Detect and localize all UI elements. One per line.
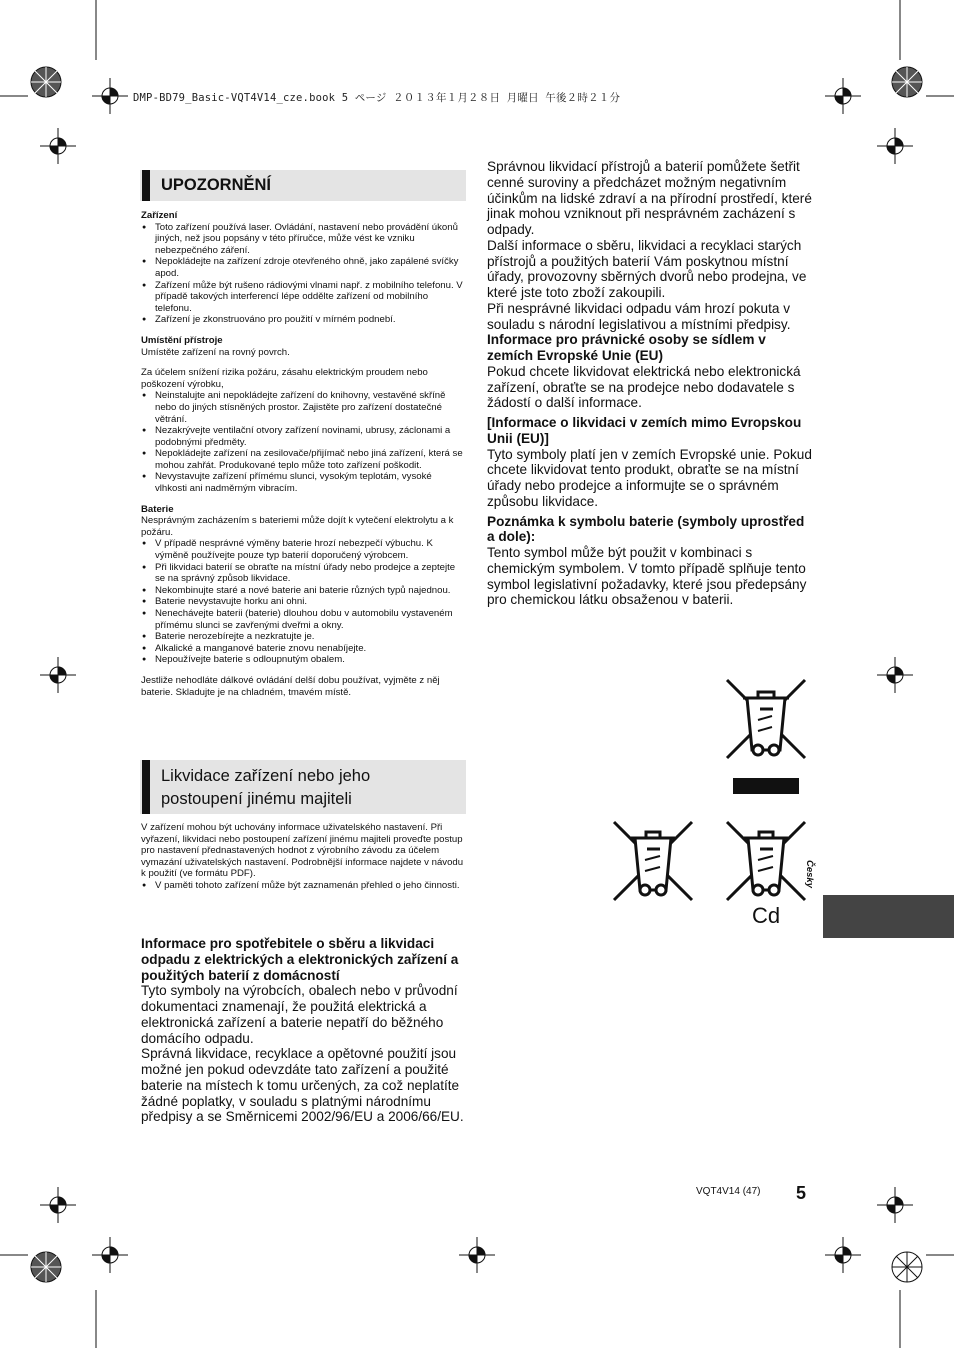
paragraph: Při nesprávné likvidaci odpadu vám hrozí pokuta v souladu s národní legislativou a místními předpisy.: [487, 300, 791, 332]
list-item: ● Nenechávejte baterii (baterie) dlouhou dobu v automobilu vystaveném přímému slunci se zavřenými dveřmi a okny.: [141, 608, 466, 631]
paragraph: Za účelem snížení rizika požáru, zásahu elektrickým proudem nebo poškození výrobku,: [141, 367, 428, 390]
list-item: ● Nepoužívejte baterie s odloupnutým obalem.: [141, 654, 466, 666]
list-item: ● Zařízení je zkonstruováno pro použití v mírném podnebí.: [141, 314, 466, 326]
subheading-baterie: Baterie: [141, 503, 174, 515]
battery-bin-icon: [612, 820, 696, 904]
footer-code: VQT4V14 (47): [696, 1186, 761, 1197]
paragraph: Další informace o sběru, likvidaci a recyklaci starých přístrojů a použitých baterií Vám poskytnou místní úřady, provozovny sběrných dvorů nebo prodejna, ve které jste toto zboží zakoupili.: [487, 237, 807, 300]
section-upozorneni-body: [141, 210, 466, 698]
list-item: ● Toto zařízení používá laser. Ovládání, nastavení nebo provádění úkonů jiných, než jsou popsány v této příručce, může vést ke vzniku nebezpečného záření.: [141, 222, 466, 257]
list-item: ● Zařízení může být rušeno rádiovými vlnami např. z mobilního telefonu. V případě takových interferencí lépe oddělte zařízení od mobilního telefonu.: [141, 280, 466, 315]
list-item: ● Nezakrývejte ventilační otvory zařízení novinami, ubrusy, záclonami a podobnými předměty.: [141, 425, 466, 448]
paragraph: Pokud chcete likvidovat elektrická nebo elektronická zařízení, obraťte se na prodejce nebo dodavatele s žádostí o další informace.: [487, 363, 801, 411]
list-item: ● Nepokládejte zařízení na zesilovače/přijímač nebo jiná zařízení, která se mohou zahřát. Produkované teplo může toto zařízení poškodit.: [141, 448, 466, 471]
list-item: ● V paměti tohoto zařízení může být zaznamenán přehled o jeho činnosti.: [141, 880, 466, 892]
section-upozorneni-heading: [140, 170, 466, 201]
battery-bin-chem-icon: [725, 820, 809, 904]
list-item: ● V případě nesprávné výměny baterie hrozí nebezpečí výbuchu. K výměně používejte pouze typ baterií doporučený výrobcem.: [141, 538, 466, 561]
page-number: 5: [796, 1183, 807, 1203]
list-item: ● Nevystavujte zařízení přímému slunci, vysokým teplotám, vysoké vlhkosti ani nadměrným vibracím.: [141, 471, 466, 494]
title-line: postoupení jinému majiteli: [161, 790, 352, 808]
paragraph: Tyto symboly platí jen v zemích Evropské unie. Pokud chcete likvidovat tento produkt, obraťte se na místní úřady nebo prodejce a informujte se o správném způsobu likvidace.: [487, 446, 812, 509]
list-item: ● Neinstalujte ani nepokládejte zařízení do knihovny, vestavěné skříně nebo do jiných stísněných prostor. Zajistěte pro zařízení dostatečné větrání.: [141, 390, 466, 425]
heading-bar: [142, 760, 150, 814]
heading-outside-eu: [Informace o likvidaci v zemích mimo Evropskou Unii (EU)]: [487, 415, 802, 446]
paragraph: Umístěte zařízení na rovný povrch.: [141, 346, 290, 358]
paragraph: V zařízení mohou být uchovány informace uživatelského nastavení. Při vyřazení, likvidaci nebo postoupení zařízení jinému majiteli proveďte postup pro nastavení přednastavených hodnot z výrobního závodu za účelem vymazání uživatelských nastavení. Podrobnější informace najdete v návodu k použití (ve formátu PDF).: [141, 822, 464, 880]
heading-bar: [142, 170, 150, 201]
right-column: [487, 159, 813, 608]
chemical-symbol: Cd: [752, 903, 781, 928]
section-likvidace-heading: [140, 760, 466, 814]
heading-battery-note: Poznámka k symbolu baterie (symboly uprostřed a dole):: [487, 513, 805, 545]
language-label: Česky: [804, 860, 815, 888]
weee-bin-icon: [720, 676, 812, 798]
list-zarizeni: [141, 222, 466, 326]
list-umisteni: [141, 390, 466, 494]
heading-legal-entities: Informace pro právnické osoby se sídlem v zemích Evropské Unie (EU): [487, 332, 766, 363]
section-title: UPOZORNĚNÍ: [161, 176, 272, 194]
paragraph: Správná likvidace, recyklace a opětovné použití jsou možné jen pokud odevzdáte tato zařízení a použité baterie na místech k tomu určených, za což neplatíte žádné poplatky, v souladu s platnými národnímu předpisy a se Směrnicemi 2002/96/EU a 2006/66/EU.: [141, 1046, 464, 1125]
section-title: [161, 765, 370, 811]
list-baterie: [141, 538, 466, 666]
list-item: ● Nekombinujte staré a nové baterie ani baterie různých typů najednou.: [141, 585, 466, 597]
language-tab: [823, 895, 954, 938]
list-item: ● Baterie nerozebírejte a nezkratujte je.: [141, 631, 466, 643]
list-item: ● Nepokládejte na zařízení zdroje otevřeného ohně, jako zapálené svíčky apod.: [141, 256, 466, 279]
list-item: ● Alkalické a manganové baterie znovu nenabíjejte.: [141, 643, 466, 655]
paragraph: Tento symbol může být použit v kombinaci s chemickým symbolem. V tomto případě splňuje tento symbol legislativní požadavky, které jsou předepsány pro chemickou látku obsaženou v baterii.: [487, 545, 807, 608]
paragraph: Nesprávným zacházením s bateriemi může dojít k vytečení elektrolytu a k požáru.: [141, 515, 454, 538]
paragraph: Správnou likvidací přístrojů a baterií pomůžete šetřit cenné suroviny a předcházet možným negativním účinkům na lidské zdraví a na přírodní prostředí, které jinak mohou vzniknout při nesprávném zacházení s odpady.: [487, 159, 812, 237]
subheading-zarizeni: Zařízení: [141, 210, 178, 221]
paragraph: Jestliže nehodláte dálkové ovládání delší dobu používat, vyjměte z něj baterie. Skladujte je na chladném, tmavém místě.: [141, 674, 440, 698]
list-item: ● Při likvidaci baterií se obraťte na místní úřady nebo prodejce a zeptejte se na správný způsob likvidace.: [141, 562, 466, 585]
consumer-info: [141, 936, 466, 1125]
print-header: DMP-BD79_Basic-VQT4V14_cze.book 5 ページ ２０１３年１月２８日 月曜日 午後２時２１分: [133, 92, 621, 104]
list-likvidace: [141, 880, 466, 892]
title-line: Likvidace zařízení nebo jeho: [161, 767, 371, 785]
subheading-umisteni: Umístění přístroje: [141, 334, 223, 346]
consumer-info-heading: Informace pro spotřebitele o sběru a likvidaci odpadu z elektrických a elektronických zařízení a použitých baterií z domácností: [141, 936, 459, 983]
list-item: ● Baterie nevystavujte horku ani ohni.: [141, 596, 466, 608]
paragraph: Tyto symboly na výrobcích, obalech nebo v průvodní dokumentaci znamenají, že použitá elektrická a elektronická zařízení a baterie nepatří do běžného domácího odpadu.: [141, 983, 458, 1046]
section-likvidace-body: [141, 822, 466, 892]
